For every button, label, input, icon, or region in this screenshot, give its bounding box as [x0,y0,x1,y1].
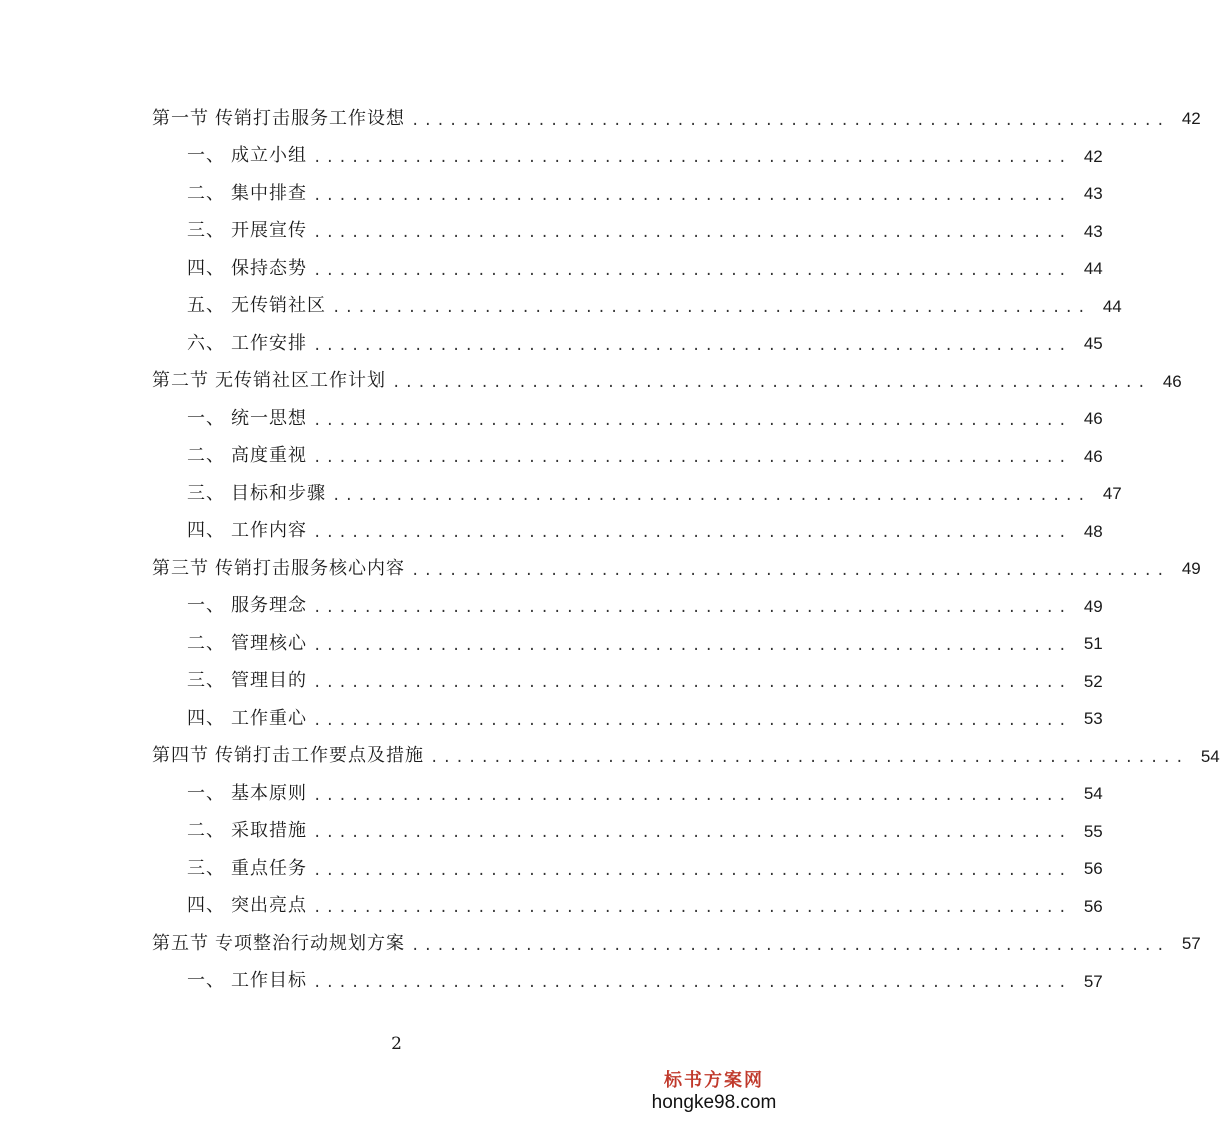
toc-entry-title [152,372,386,390]
toc-entry-number: 一、 [187,145,225,167]
toc-leader-dots: ............................................................ [392,375,1150,392]
toc-entry-title [187,407,307,429]
toc-leader-dots: ............................................................ [313,637,1071,654]
toc-entry[interactable] [0,175,1103,213]
toc-entry-page: 51 [1083,634,1103,654]
toc-entry-page: 46 [1083,409,1103,429]
toc-entry-number: 二、 [187,445,225,467]
toc-entry-page: 56 [1083,896,1103,916]
toc-entry[interactable] [0,813,1103,851]
toc-entry-title [187,147,307,165]
toc-entry-text: 保持态势 [231,257,307,279]
toc-entry-page: 46 [1083,446,1103,466]
toc-entry-text: 采取措施 [231,820,307,842]
toc-leader-dots: ............................................................ [411,562,1169,579]
toc-entry-text: 开展宣传 [231,220,307,242]
toc-entry-page: 42 [1181,109,1201,129]
toc-entry-title [187,822,307,840]
toc-entry-title [152,747,424,765]
toc-entry-text: 工作安排 [231,332,307,354]
toc-entry-title [187,332,307,354]
toc-entry-title [187,182,307,204]
toc-entry-page: 44 [1083,259,1103,279]
toc-entry-title [187,297,326,315]
toc-entry[interactable] [0,850,1103,888]
toc-entry-page: 42 [1083,146,1103,166]
toc-entry-title [187,447,307,465]
toc-entry-text: 重点任务 [231,857,307,879]
toc-entry-number: 四、 [187,895,225,917]
toc-entry-text: 服务理念 [231,595,307,617]
toc-entry[interactable] [0,550,1201,588]
toc-entry-number: 第四节 [152,745,209,767]
toc-entry-title [187,222,307,240]
toc-entry-page: 57 [1083,971,1103,991]
toc-entry-page: 43 [1083,184,1103,204]
toc-entry-number: 二、 [187,182,225,204]
watermark-en-text: hongke98.com [651,1092,777,1113]
toc-leader-dots: ............................................................ [313,975,1071,992]
toc-entry-title [187,257,307,279]
toc-leader-dots: ............................................................ [313,675,1071,692]
toc-entry-text: 高度重视 [231,445,307,467]
toc-entry-number: 第三节 [152,557,209,579]
toc-leader-dots: ............................................................ [313,900,1071,917]
toc-entry-text: 集中排查 [231,182,307,204]
toc-leader-dots: ............................................................ [313,525,1071,542]
toc-entry-number: 一、 [187,782,225,804]
toc-entry[interactable] [0,663,1103,701]
toc-entry-number: 一、 [187,595,225,617]
toc-entry-page: 43 [1083,221,1103,241]
toc-entry[interactable] [0,438,1103,476]
toc-leader-dots: ............................................................ [313,600,1071,617]
toc-leader-dots: ............................................................ [313,187,1071,204]
table-of-contents [0,100,1220,1000]
toc-entry-title [187,707,307,729]
toc-entry-text: 传销打击服务工作设想 [215,107,405,129]
toc-leader-dots: ............................................................ [313,450,1071,467]
site-watermark-logo [649,1070,779,1114]
toc-entry-title [187,672,307,690]
toc-entry[interactable] [0,288,1122,326]
toc-entry-number: 三、 [187,670,225,692]
toc-entry[interactable] [0,925,1201,963]
toc-entry[interactable] [0,513,1103,551]
toc-entry-title [187,482,326,504]
toc-entry-text: 无传销社区 [231,295,326,317]
toc-entry-number: 三、 [187,220,225,242]
toc-entry-text: 管理核心 [231,632,307,654]
toc-entry[interactable] [0,363,1182,401]
toc-entry[interactable] [0,400,1103,438]
toc-entry[interactable] [0,325,1103,363]
toc-leader-dots: ............................................................ [313,787,1071,804]
toc-entry-text: 目标和步骤 [231,482,326,504]
toc-entry-number: 一、 [187,970,225,992]
toc-entry-title [187,632,307,654]
toc-entry-page: 55 [1083,821,1103,841]
toc-entry-text: 工作目标 [231,970,307,992]
toc-entry[interactable] [0,963,1103,1001]
toc-entry[interactable] [0,138,1103,176]
toc-entry-title [187,597,307,615]
toc-entry-title [152,557,405,579]
toc-entry-page: 49 [1181,559,1201,579]
toc-entry-title [152,932,405,954]
toc-entry-number: 四、 [187,257,225,279]
toc-entry-title [152,107,405,129]
toc-leader-dots: ............................................................ [313,712,1071,729]
toc-entry-number: 四、 [187,520,225,542]
toc-entry-number: 第二节 [152,370,209,392]
toc-entry-number: 三、 [187,857,225,879]
toc-entry-page: 54 [1083,784,1103,804]
toc-leader-dots: ............................................................ [313,825,1071,842]
toc-entry-page: 46 [1162,371,1182,391]
toc-entry-number: 五、 [187,295,225,317]
toc-entry[interactable] [0,738,1220,776]
toc-leader-dots: ............................................................ [411,112,1169,129]
toc-leader-dots: ............................................................ [313,412,1071,429]
toc-entry-text: 管理目的 [231,670,307,692]
toc-entry[interactable] [0,625,1103,663]
toc-entry-page: 54 [1200,746,1220,766]
toc-entry[interactable] [0,588,1103,626]
toc-entry-page: 57 [1181,934,1201,954]
toc-entry-text: 无传销社区工作计划 [215,370,386,392]
toc-entry-number: 三、 [187,482,225,504]
toc-entry[interactable] [0,700,1103,738]
toc-entry-page: 53 [1083,709,1103,729]
toc-entry[interactable] [0,213,1103,251]
toc-entry-text: 基本原则 [231,782,307,804]
toc-entry-text: 专项整治行动规划方案 [215,932,405,954]
toc-entry-number: 第一节 [152,107,209,129]
toc-entry-page: 56 [1083,859,1103,879]
toc-entry-page: 52 [1083,671,1103,691]
toc-leader-dots: ............................................................ [313,262,1071,279]
toc-entry-page: 45 [1083,334,1103,354]
toc-entry-page: 48 [1083,521,1103,541]
toc-entry-page: 49 [1083,596,1103,616]
toc-entry-text: 统一思想 [231,407,307,429]
toc-entry-number: 四、 [187,707,225,729]
toc-leader-dots: ............................................................ [313,225,1071,242]
page-number: 2 [391,1034,402,1054]
toc-leader-dots: ............................................................ [313,337,1071,354]
toc-entry-title [187,522,307,540]
toc-entry-number: 二、 [187,820,225,842]
toc-leader-dots: ............................................................ [313,862,1071,879]
toc-entry-number: 二、 [187,632,225,654]
toc-entry-page: 44 [1102,296,1122,316]
watermark-cn-text: 标书方案网 [664,1070,764,1091]
toc-entry-text: 工作内容 [231,520,307,542]
toc-entry-text: 传销打击服务核心内容 [215,557,405,579]
toc-entry-number: 一、 [187,407,225,429]
toc-leader-dots: ............................................................ [332,300,1090,317]
toc-leader-dots: ............................................................ [332,487,1090,504]
toc-entry[interactable] [0,775,1103,813]
toc-entry[interactable] [0,250,1103,288]
toc-entry-title [187,857,307,879]
toc-entry[interactable] [0,888,1103,926]
toc-entry-text: 传销打击工作要点及措施 [215,745,424,767]
toc-entry-text: 成立小组 [231,145,307,167]
toc-entry[interactable] [0,100,1201,138]
toc-entry-page: 47 [1102,484,1122,504]
toc-entry-number: 六、 [187,332,225,354]
toc-entry-title [187,897,307,915]
toc-entry-text: 工作重心 [231,707,307,729]
toc-entry-title [187,972,307,990]
toc-leader-dots: ............................................................ [313,150,1071,167]
toc-entry-number: 第五节 [152,932,209,954]
toc-entry-title [187,782,307,804]
toc-leader-dots: ............................................................ [411,937,1169,954]
toc-entry-text: 突出亮点 [231,895,307,917]
toc-entry[interactable] [0,475,1122,513]
toc-leader-dots: ............................................................ [430,750,1188,767]
